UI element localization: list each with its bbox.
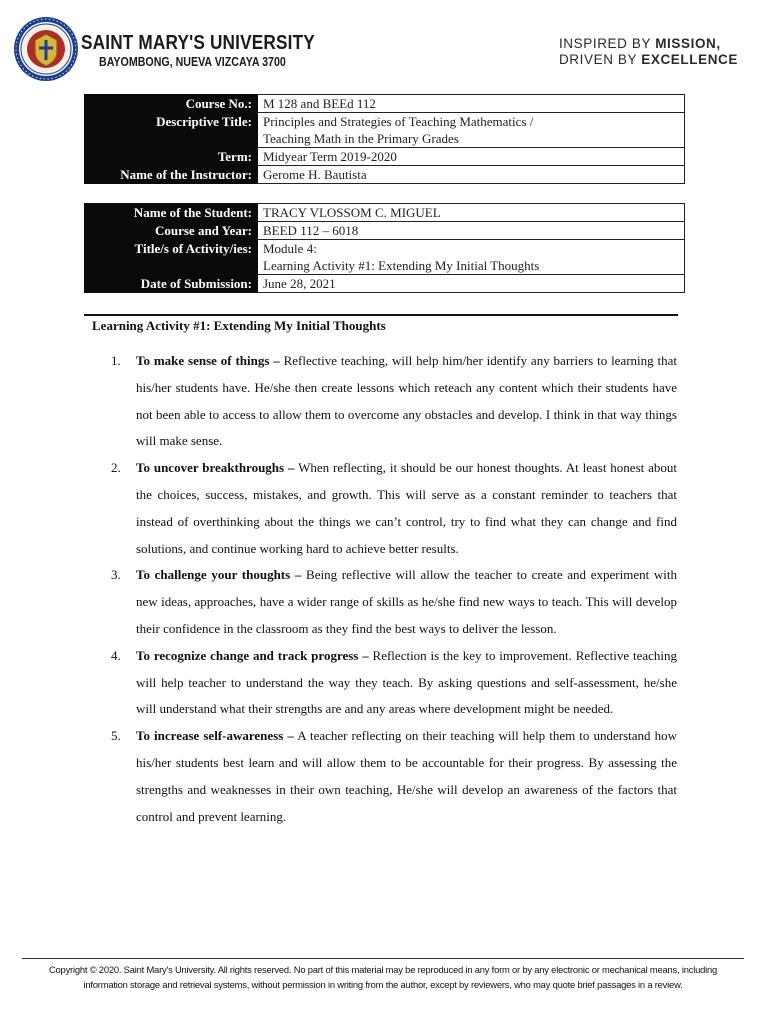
course-year-label: Course and Year: <box>85 222 258 240</box>
descriptive-title-line2: Teaching Math in the Primary Grades <box>263 131 459 146</box>
descriptive-title-label: Descriptive Title: <box>85 113 258 148</box>
course-no-row <box>85 95 685 113</box>
copyright-line2: information storage and retrieval systems, without permission in writing from the author, except by reviewers, who may quote brief passages in a review. <box>83 979 683 990</box>
list-item-text: When reflecting, it should be our honest thoughts. At least honest about the choices, success, mistakes, and growth. This will serve as a constant reminder to teachers that instead of overthinking about the things we can’t control, try to find what they can change and find solutions, and continue working hard to achieve better results. <box>136 460 677 556</box>
descriptive-title-row <box>85 113 685 148</box>
list-item-number: 2. <box>111 460 121 476</box>
university-address: BAYOMBONG, NUEVA VIZCAYA 3700 <box>99 54 286 69</box>
list-item-lead: To recognize change and track progress – <box>136 647 369 663</box>
list-item-number: 1. <box>111 353 121 368</box>
submission-date-value: June 28, 2021 <box>258 275 685 293</box>
list-item <box>92 348 677 455</box>
instructor-label: Name of the Instructor: <box>85 166 258 184</box>
list-item-text: Reflective teaching, will help him/her identify any barriers to learning that his/her students have. He/she then create lessons which reteach any content which their students have not been able to access to allow them to overcome any obstacles and develop. I think in that way things will make sense. <box>136 353 678 449</box>
list-item-number: 3. <box>111 567 121 583</box>
course-no-label: Course No.: <box>85 95 258 113</box>
activity-title-line1: Module 4: <box>263 241 317 256</box>
list-item-text: A teacher reflecting on their teaching will help them to understand how his/her students best learn and will allow them to be accountable for their progress. By assessing the strengths and weaknesses in their own teaching, He/she will develop an awareness of the factors that control and prevent learning. <box>136 728 677 824</box>
student-name-label: Name of the Student: <box>85 204 258 222</box>
student-name-value: TRACY VLOSSOM C. MIGUEL <box>258 204 685 222</box>
activity-title-line2: Learning Activity #1: Extending My Initial Thoughts <box>263 258 540 273</box>
student-info-table <box>84 203 685 293</box>
list-item-lead: To uncover breakthroughs – <box>136 460 295 476</box>
submission-date-row <box>85 275 685 293</box>
course-year-row <box>85 222 685 240</box>
instructor-row <box>85 166 685 184</box>
course-no-value: M 128 and BEEd 112 <box>258 95 685 113</box>
copyright-footer <box>22 962 744 992</box>
list-item-number: 4. <box>111 647 121 663</box>
university-name: SAINT MARY'S UNIVERSITY <box>81 32 315 54</box>
list-item-lead: To make sense of things – <box>136 353 280 368</box>
list-item-number: 5. <box>111 728 121 744</box>
activity-title-label: Title/s of Activity/ies: <box>85 240 258 275</box>
list-item <box>92 562 677 642</box>
descriptive-title-line1: Principles and Strategies of Teaching Mathematics / <box>263 114 534 129</box>
instructor-value: Gerome H. Bautista <box>258 166 685 184</box>
footer-divider <box>22 958 744 959</box>
reflection-list <box>92 348 677 830</box>
list-item <box>92 723 677 830</box>
activity-title-row <box>85 240 685 275</box>
university-seal-logo <box>13 16 79 82</box>
student-name-row <box>85 204 685 222</box>
course-info-table <box>84 94 685 184</box>
term-value: Midyear Term 2019-2020 <box>258 148 685 166</box>
activity-title-value <box>258 240 685 275</box>
list-item-text: Being reflective will allow the teacher to create and experiment with new ideas, approaches, have a wider range of skills as he/she find new ways to teach. This will develop their confidence in the classroom as they find the best ways to deliver the lesson. <box>136 567 677 636</box>
activity-heading: Learning Activity #1: Extending My Initial Thoughts <box>92 318 386 333</box>
list-item-lead: To challenge your thoughts – <box>136 567 302 583</box>
descriptive-title-value <box>258 113 685 148</box>
copyright-line1: Copyright © 2020. Saint Mary's University. All rights reserved. No part of this material may be reproduced in any form or by any electronic or mechanical means, including <box>48 964 718 975</box>
submission-date-label: Date of Submission: <box>85 275 258 293</box>
course-year-value: BEED 112 – 6018 <box>258 222 685 240</box>
term-row <box>85 148 685 166</box>
list-item-text: Reflection is the key to improvement. Reflective teaching will help teacher to understand the way they teach. By asking questions and self-assessment, he/she will understand what their strengths are and any areas where development might be needed. <box>136 647 677 717</box>
list-item-lead: To increase self-awareness – <box>136 728 294 744</box>
list-item <box>92 643 677 723</box>
university-motto: INSPIRED BY MISSION, DRIVEN BY EXCELLENCE <box>558 36 738 67</box>
list-item <box>92 455 677 562</box>
term-label: Term: <box>85 148 258 166</box>
section-divider <box>84 314 678 316</box>
